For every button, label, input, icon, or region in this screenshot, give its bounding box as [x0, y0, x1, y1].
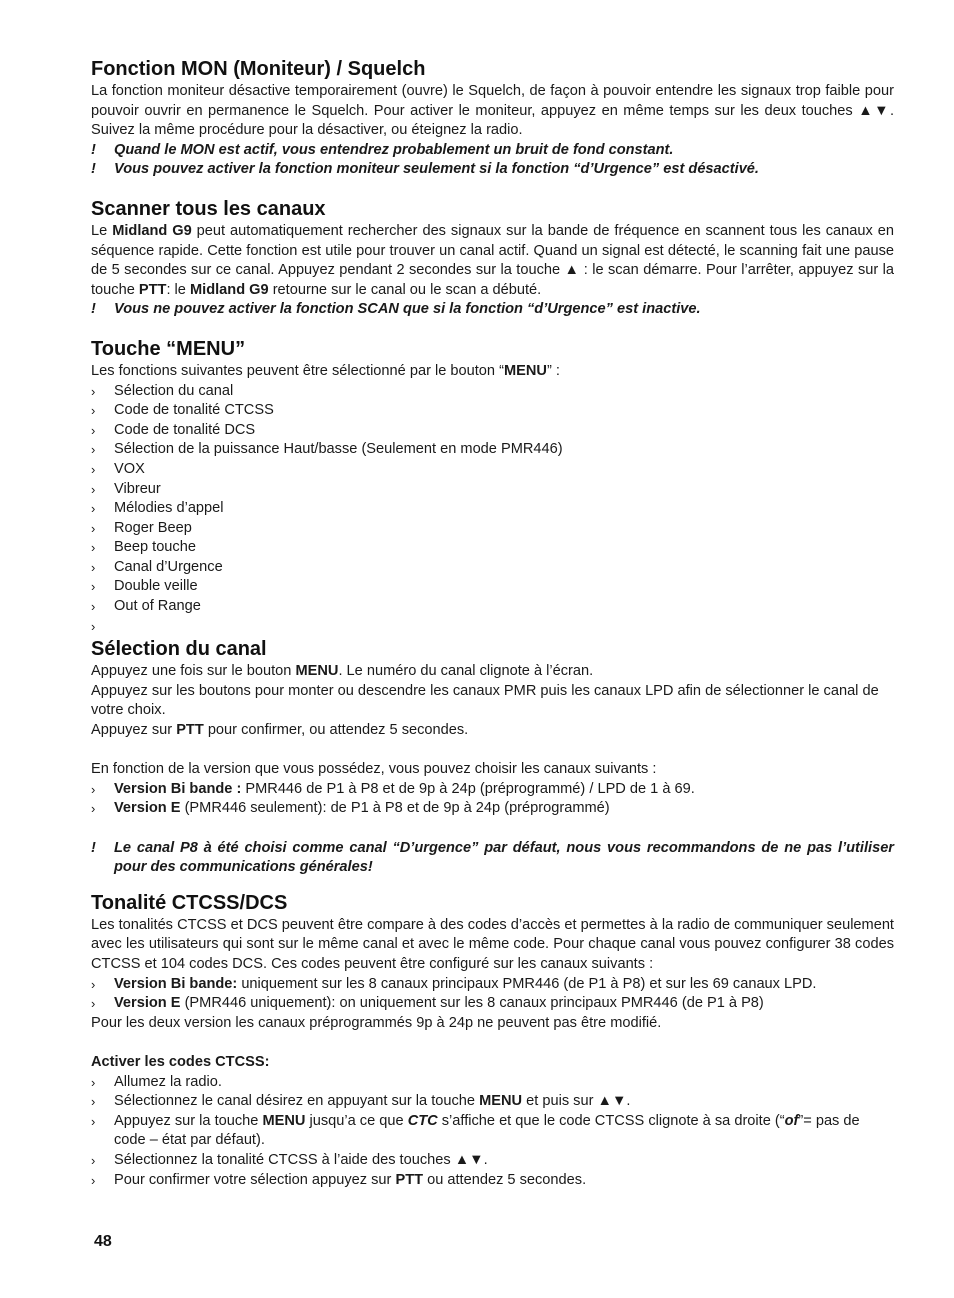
section-title-ctcss: Tonalité CTCSS/DCS	[91, 891, 288, 914]
ctcss-body: Les tonalités CTCSS et DCS peuvent être compare à des codes d’accès et permettes à la radio de communiquer seulement avec les utilisateurs qui sont sur le même canal et avec le même code. Pour chaque canal vous pouvez configurer 38 codes CTCSS et 104 codes DCS. Ces codes peuvent être configuré sur les canaux suivants :	[91, 916, 894, 972]
ctcss-note: Pour les deux version les canaux préprogrammés 9p à 24p ne peuvent pas être modifié.	[91, 1014, 662, 1031]
scan-body: Le Midland G9 peut automatiquement rechercher des signaux sur la bande de fréquence en scannent tous les canaux en séquence rapide. Cette fonction est utile pour trouver un canal actif. Quand un signal est détecté, le scanning fait une pause de 5 secondes sur ce canal. Appuyez pendant 2 secondes sur la touche ▲ : le scan démarre. Pour l’arrêter, appuyez sur la touche PTT: le Midland G9 retourne sur le canal ou le scan a débuté.	[91, 222, 894, 298]
list-item: › Sélection du canal	[91, 382, 234, 399]
mon-body: La fonction moniteur désactive temporairement (ouvre) le Squelch, de façon à pouvoir entendre les signaux trop faible pour pouvoir ouvrir en permanence le Squelch. Pour activer le moniteur, appuyez en même temps sur les deux touches ▲▼. Suivez la même procédure pour la désactiver, ou éteignez la radio.	[91, 83, 894, 139]
list-item: › Version E (PMR446 seulement): de P1 à P8 et de 9p à 24p (préprogrammé)	[91, 800, 610, 817]
list-item: › Canal d’Urgence	[91, 558, 223, 575]
ctcss-version-list	[91, 975, 894, 1014]
list-item: › Appuyez sur la touche MENU jusqu’a ce que CTC s’affiche et que le code CTCSS clignote à sa droite (“of”= pas de code – état par défaut).	[91, 1112, 860, 1149]
warning-note: ! Vous pouvez activer la fonction moniteur seulement si la fonction “d’Urgence” est désactivé.	[91, 161, 759, 178]
menu-function-list	[91, 382, 894, 637]
list-item: ›	[91, 618, 96, 634]
list-item: › Mélodies d’appel	[91, 500, 224, 517]
list-item: › Vibreur	[91, 480, 161, 497]
list-item: › Beep touche	[91, 539, 196, 556]
selection-line: En fonction de la version que vous possédez, vous pouvez choisir les canaux suivants :	[91, 761, 657, 778]
menu-intro: Les fonctions suivantes peuvent être sélectionné par le bouton “MENU” :	[91, 362, 560, 379]
warning-note: ! Quand le MON est actif, vous entendrez probablement un bruit de fond constant.	[91, 141, 674, 158]
selection-line: Appuyez une fois sur le bouton MENU. Le numéro du canal clignote à l’écran.	[91, 663, 594, 680]
list-item: › Sélectionnez la tonalité CTCSS à l’aide des touches ▲▼.	[91, 1151, 488, 1168]
subsection-title-ctcss: Activer les codes CTCSS:	[91, 1053, 270, 1070]
version-list	[91, 780, 894, 819]
section-title-menu: Touche “MENU”	[91, 337, 246, 360]
list-item: › Version Bi bande: uniquement sur les 8 canaux principaux PMR446 (de P1 à P8) et sur les 69 canaux LPD.	[91, 975, 817, 992]
list-item: › Sélection de la puissance Haut/basse (Seulement en mode PMR446)	[91, 441, 563, 458]
list-item: › Version E (PMR446 uniquement): on uniquement sur les 8 canaux principaux PMR446 (de P1 à P8)	[91, 995, 764, 1012]
list-item: › VOX	[91, 460, 145, 477]
list-item: › Pour confirmer votre sélection appuyez sur PTT ou attendez 5 secondes.	[91, 1171, 587, 1188]
selection-line: Appuyez sur PTT pour confirmer, ou attendez 5 secondes.	[91, 722, 469, 739]
ctcss-steps-list	[91, 1073, 894, 1191]
section-title-mon: Fonction MON (Moniteur) / Squelch	[91, 58, 426, 80]
list-item: › Version Bi bande : PMR446 de P1 à P8 et de 9p à 24p (préprogrammé) / LPD de 1 à 69.	[91, 780, 695, 797]
list-item: › Out of Range	[91, 598, 201, 615]
page-number: 48	[94, 1233, 112, 1250]
list-item: › Double veille	[91, 578, 198, 595]
list-item: › Roger Beep	[91, 519, 192, 536]
page-content	[91, 56, 894, 1190]
section-title-selection: Sélection du canal	[91, 638, 267, 661]
list-item: › Sélectionnez le canal désirez en appuyant sur la touche MENU et puis sur ▲▼.	[91, 1093, 631, 1110]
section-title-scan: Scanner tous les canaux	[91, 197, 326, 220]
list-item: › Code de tonalité CTCSS	[91, 402, 274, 419]
list-item: › Allumez la radio.	[91, 1073, 222, 1090]
warning-note: ! Vous ne pouvez activer la fonction SCAN que si la fonction “d’Urgence” est inactive.	[91, 301, 701, 318]
selection-line: Appuyez sur les boutons pour monter ou descendre les canaux PMR puis les canaux LPD afin de sélectionner le canal de votre choix.	[91, 682, 879, 719]
list-item: › Code de tonalité DCS	[91, 421, 256, 438]
warning-note: ! Le canal P8 à été choisi comme canal “D’urgence” par défaut, nous vous recommandons de ne pas l’utiliser pour des communications générales!	[91, 839, 894, 876]
